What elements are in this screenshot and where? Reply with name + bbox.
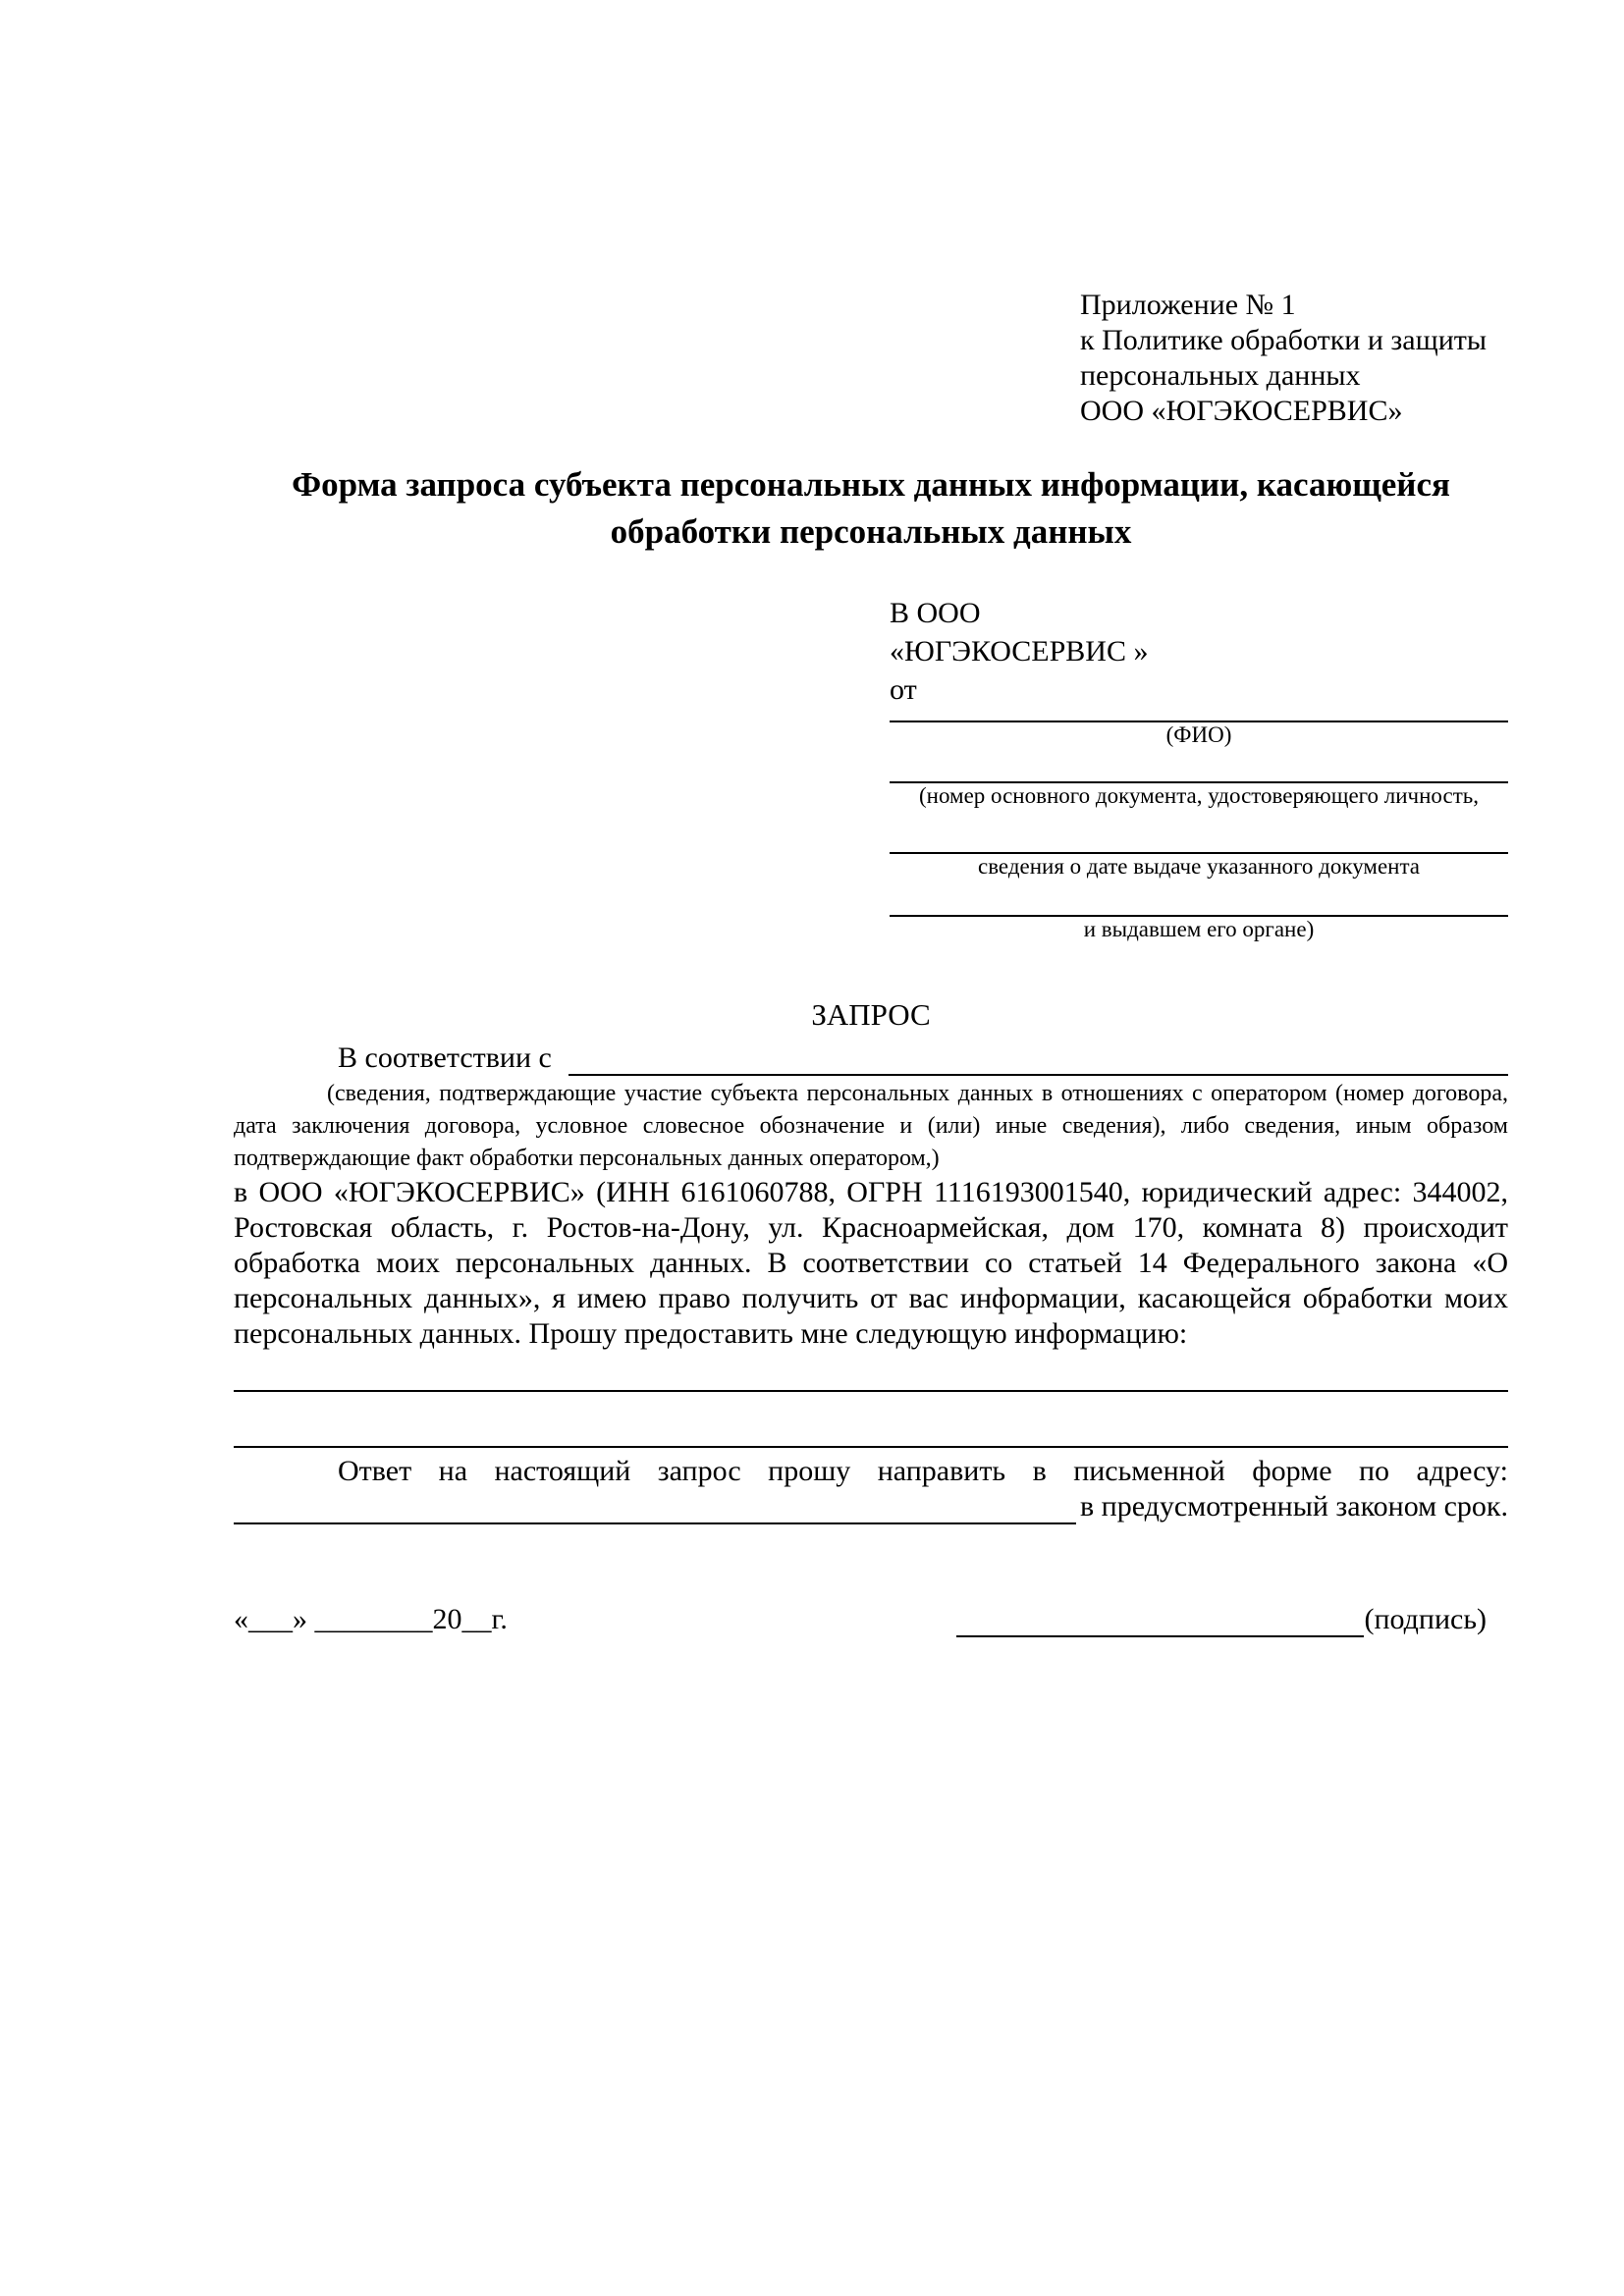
- info-blank-line-2: [234, 1392, 1508, 1448]
- request-heading: ЗАПРОС: [811, 997, 931, 1032]
- addressee-block: [890, 594, 1508, 942]
- appendix-block: [1080, 288, 1508, 429]
- signature-group: [956, 1602, 1487, 1637]
- address-blank-line: [234, 1489, 1076, 1524]
- signature-row: [234, 1602, 1508, 1637]
- addressee-org-line2: «ЮГЭКОСЕРВИС »: [890, 635, 1149, 667]
- fineprint-note: (сведения, подтверждающие участие субъекта персональных данных в отношениях с оператором (номер договора, дата заключения договора, условное словесное обозначение и (или) иные сведения), либо сведения, иным образом подтверждающие факт обработки персональных данных оператором,): [234, 1081, 1508, 1171]
- document-number-caption: (номер основного документа, удостоверяющего личность,: [918, 783, 1479, 808]
- document-title: Форма запроса субъекта персональных данных информации, касающейся обработки персональных данных: [292, 465, 1450, 551]
- document-number-blank-line: [890, 748, 1508, 783]
- issuing-authority-blank-line: [890, 880, 1508, 917]
- reply-deadline-text: в предусмотренный законом срок.: [1080, 1490, 1508, 1522]
- info-blank-line-1: [234, 1352, 1508, 1392]
- signature-caption: (подпись): [1364, 1603, 1487, 1635]
- issue-date-blank-line: [890, 809, 1508, 854]
- signature-blank-line: [956, 1602, 1364, 1637]
- intro-blank-line: [568, 1041, 1508, 1076]
- fio-blank-line: [890, 709, 1508, 722]
- date-blank-text: «___» ________20__г.: [234, 1603, 508, 1635]
- addressee-from-label: от: [890, 673, 917, 706]
- reply-address-row: [234, 1489, 1508, 1524]
- page-content: [234, 288, 1508, 1637]
- intro-row: [234, 1041, 1508, 1076]
- issuing-authority-caption: и выдавшем его органе): [1083, 917, 1315, 941]
- reply-instruction: Ответ на настоящий запрос прошу направить в письменной форме по адресу:: [338, 1455, 1508, 1487]
- intro-prefix: В соответствии с: [338, 1041, 560, 1074]
- appendix-line: ООО «ЮГЭКОСЕРВИС»: [1080, 395, 1403, 427]
- fio-caption: (ФИО): [1165, 722, 1232, 747]
- appendix-line: Приложение № 1: [1080, 289, 1296, 321]
- appendix-line: персональных данных: [1080, 359, 1361, 392]
- addressee-org-line1: В ООО: [890, 597, 981, 629]
- issue-date-caption: сведения о дате выдаче указанного документа: [977, 854, 1421, 879]
- request-body: в ООО «ЮГЭКОСЕРВИС» (ИНН 6161060788, ОГРН 1116193001540, юридический адрес: 344002, Ростовская область, г. Ростов-на-Дону, ул. Красноармейская, дом 170, комната 8) происходит обработка моих персональных данных. В соответствии со статьей 14 Федерального закона «О персональных данных», я имею право получить от вас информации, касающейся обработки моих персональных данных. Прошу предоставить мне следующую информацию:: [234, 1176, 1508, 1350]
- appendix-line: к Политике обработки и защиты: [1080, 324, 1488, 356]
